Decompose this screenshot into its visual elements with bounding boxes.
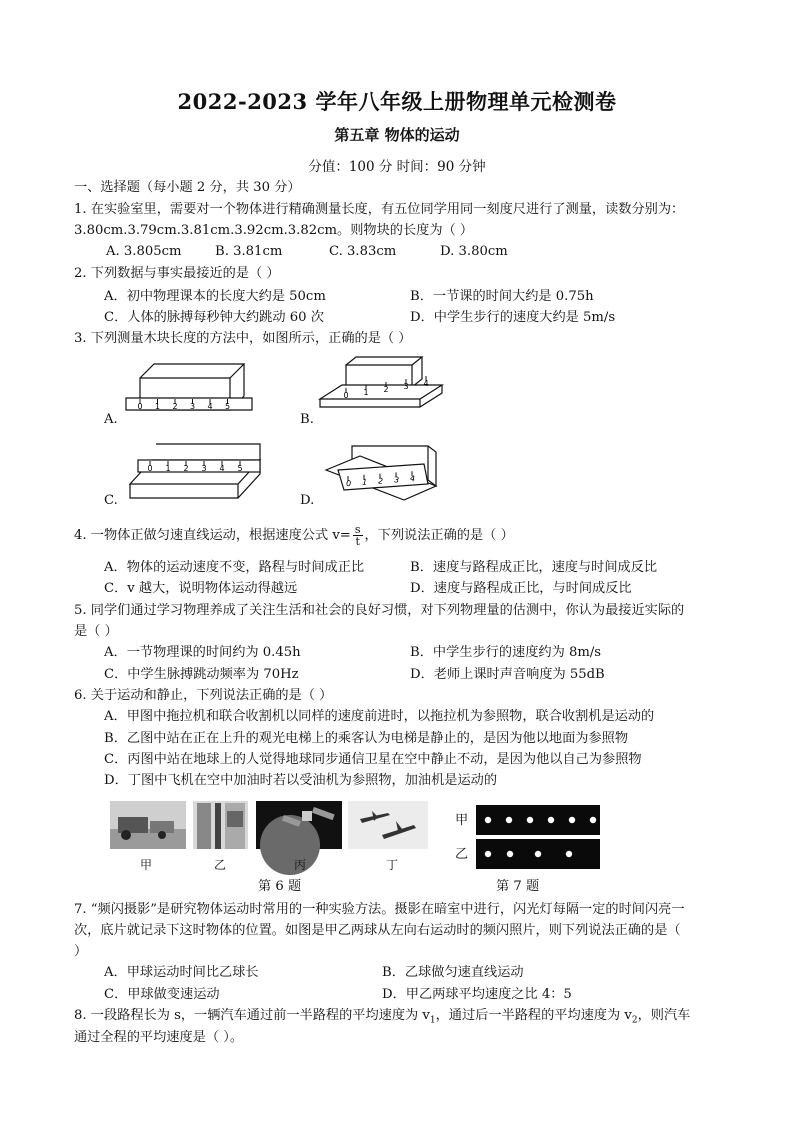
q7-option-d: D．甲乙两球平均速度之比 4：5 [382, 987, 572, 1002]
q1-stem-line1: 1. 在实验室里，需要对一个物体进行精确测量长度，有五位同学用同一刻度尺进行了测量，读数分别为： [74, 202, 685, 217]
q3-stem: 3. 下列测量木块长度的方法中，如图所示，正确的是（ ） [74, 331, 412, 346]
q6-option-d: D．丁图中飞机在空中加油时若以受油机为参照物，加油机是运动的 [104, 773, 498, 788]
q3-figure-a [120, 358, 260, 426]
formula-denominator: t [355, 535, 360, 548]
q3-figure-b [316, 355, 446, 415]
ruler-tick-label: 0 [345, 478, 352, 489]
ruler-tick-label: 1 [363, 388, 369, 397]
v2-subscript: 2 [631, 1015, 638, 1026]
q5-stem-line1: 5. 同学们通过学习物理养成了关注生活和社会的良好习惯，对下列物理量的估测中，你认为最接近实际的 [74, 603, 685, 618]
q5-stem-line2: 是（ ） [74, 624, 118, 639]
q4-option-c: C．v 越大，说明物体运动得越远 [104, 581, 298, 596]
ruler-tick-label: 1 [154, 402, 161, 411]
formula-numerator: s [354, 523, 361, 536]
chapter-title: 第五章 物体的运动 [334, 126, 460, 144]
ruler-tick-label: 3 [393, 475, 400, 485]
ruler-tick-label: 1 [165, 464, 171, 473]
q4-option-d: D．速度与路程成正比，与时间成反比 [410, 581, 632, 596]
photo-satellite [256, 801, 342, 849]
q4-stem [74, 524, 514, 547]
section-heading: 一、选择题（每小题 2 分，共 30 分） [74, 180, 301, 195]
q2-option-d: D．中学生步行的速度大约是 5m/s [410, 310, 616, 325]
q2-option-b: B．一节课的时间大约是 0.75h [410, 289, 594, 304]
q8-stem-part3: ，则汽车 [637, 1008, 691, 1023]
ruler-tick-label: 5 [224, 402, 231, 411]
fig6-label-jia: 甲 [140, 858, 153, 872]
velocity-formula [353, 524, 363, 547]
photo-elevator [193, 801, 248, 849]
fig6-caption: 第 6 题 [258, 879, 302, 894]
q1-option-a: A. 3.805cm [106, 244, 182, 259]
q7-stem-line2: 次，底片就记录下这时物体的位置。如图是甲乙两球从左向右运动时的频闪照片，则下列说法正确的是（ [74, 923, 681, 938]
q6-option-a: A．甲图中拖拉机和联合收割机以同样的速度前进时，以拖拉机为参照物，联合收割机是运动的 [104, 709, 655, 724]
v1-subscript: 1 [429, 1015, 436, 1026]
q8-stem-part1: 8. 一段路程长为 s，一辆汽车通过前一半路程的平均速度为 v [74, 1008, 430, 1023]
ruler-tick-label: 0 [343, 391, 349, 400]
q1-option-c: C. 3.83cm [329, 244, 397, 259]
q3-figure-c [126, 440, 276, 504]
q1-option-b: B. 3.81cm [215, 244, 283, 259]
q7-option-c: C．甲球做变速运动 [104, 987, 220, 1002]
exam-meta: 分值：100 分 时间：90 分钟 [308, 159, 486, 175]
q8-stem-part2: ，通过后一半路程的平均速度为 v [435, 1008, 632, 1023]
q3-option-d: D. [300, 493, 315, 508]
q7-stem-line3: ） [74, 944, 88, 959]
q7-stem-line1: 7. “频闪摄影”是研究物体运动时常用的一种实验方法。摄影在暗室中进行，闪光灯每隔一定的时间闪亮一 [74, 902, 685, 917]
q5-option-d: D．老师上课时声音响度为 55dB [410, 667, 605, 682]
ruler-tick-label: 4 [409, 473, 416, 484]
q3-option-c: C. [104, 493, 118, 508]
photo-refueling-planes [348, 801, 428, 849]
photo-harvester [110, 801, 186, 849]
q4-stem-suffix: ，下列说法正确的是（ ） [364, 528, 514, 543]
q3-figure-d [320, 442, 450, 502]
ruler-tick-label: 4 [423, 379, 429, 388]
q2-option-c: C．人体的脉搏每秒钟大约跳动 60 次 [104, 310, 324, 325]
ruler-tick-label: 2 [183, 464, 189, 473]
q7-option-a: A．甲球运动时间比乙球长 [104, 965, 259, 980]
fig7-row-label-yi: 乙 [455, 847, 469, 862]
fig7-caption: 第 7 题 [496, 879, 540, 894]
q3-option-a: A. [104, 412, 118, 427]
ruler-tick-label: 2 [377, 476, 384, 487]
q6-option-b: B．乙图中站在正在上升的观光电梯上的乘客认为电梯是静止的，是因为他以地面为参照物 [104, 731, 628, 746]
fig7-row-label-jia: 甲 [455, 813, 469, 828]
ruler-tick-label: 5 [237, 464, 243, 473]
fig6-label-yi: 乙 [214, 858, 227, 872]
q8-stem-line2: 通过全程的平均速度是（ ）。 [74, 1030, 244, 1045]
q5-option-c: C．中学生脉搏跳动频率为 70Hz [104, 667, 299, 682]
q7-option-b: B．乙球做匀速直线运动 [382, 965, 524, 980]
ruler-tick-label: 4 [219, 464, 225, 473]
ruler-tick-label: 1 [361, 477, 368, 488]
q2-stem: 2. 下列数据与事实最接近的是（ ） [74, 266, 280, 281]
ruler-tick-label: 4 [207, 402, 213, 411]
q1-option-d: D. 3.80cm [440, 244, 508, 259]
q6-stem: 6. 关于运动和静止，下列说法正确的是（ ） [74, 688, 333, 703]
q6-option-c: C．丙图中站在地球上的人觉得地球同步通信卫星在空中静止不动，是因为他以自己为参照物 [104, 752, 642, 767]
fig7-strobe-jia [476, 805, 600, 835]
ruler-tick-label: 2 [383, 385, 389, 394]
q4-stem-prefix: 4. 一物体正做匀速直线运动，根据速度公式 v= [74, 528, 351, 543]
q4-option-a: A．物体的运动速度不变，路程与时间成正比 [104, 560, 365, 575]
q3-option-b: B. [300, 412, 314, 427]
fig7-strobe-yi [476, 839, 600, 869]
page-title: 2022-2023 学年八年级上册物理单元检测卷 [177, 89, 617, 114]
q1-stem-line2: 3.80cm.3.79cm.3.81cm.3.92cm.3.82cm。则物块的长度为（ ） [74, 223, 474, 238]
q5-option-a: A．一节物理课的时间约为 0.45h [104, 645, 301, 660]
fig6-label-ding: 丁 [386, 858, 399, 872]
q5-option-b: B．中学生步行的速度约为 8m/s [410, 645, 602, 660]
ruler-tick-label: 0 [137, 402, 143, 411]
fig6-label-bing: 丙 [294, 858, 307, 872]
q2-option-a: A．初中物理课本的长度大约是 50cm [104, 289, 326, 304]
q8-stem-line1 [74, 1006, 690, 1031]
ruler-tick-label: 0 [147, 464, 153, 473]
ruler-tick-label: 3 [201, 464, 207, 473]
q4-option-b: B．速度与路程成正比，速度与时间成反比 [410, 560, 658, 575]
ruler-tick-label: 3 [189, 402, 196, 411]
ruler-tick-label: 3 [403, 382, 409, 391]
ruler-tick-label: 2 [172, 402, 178, 411]
